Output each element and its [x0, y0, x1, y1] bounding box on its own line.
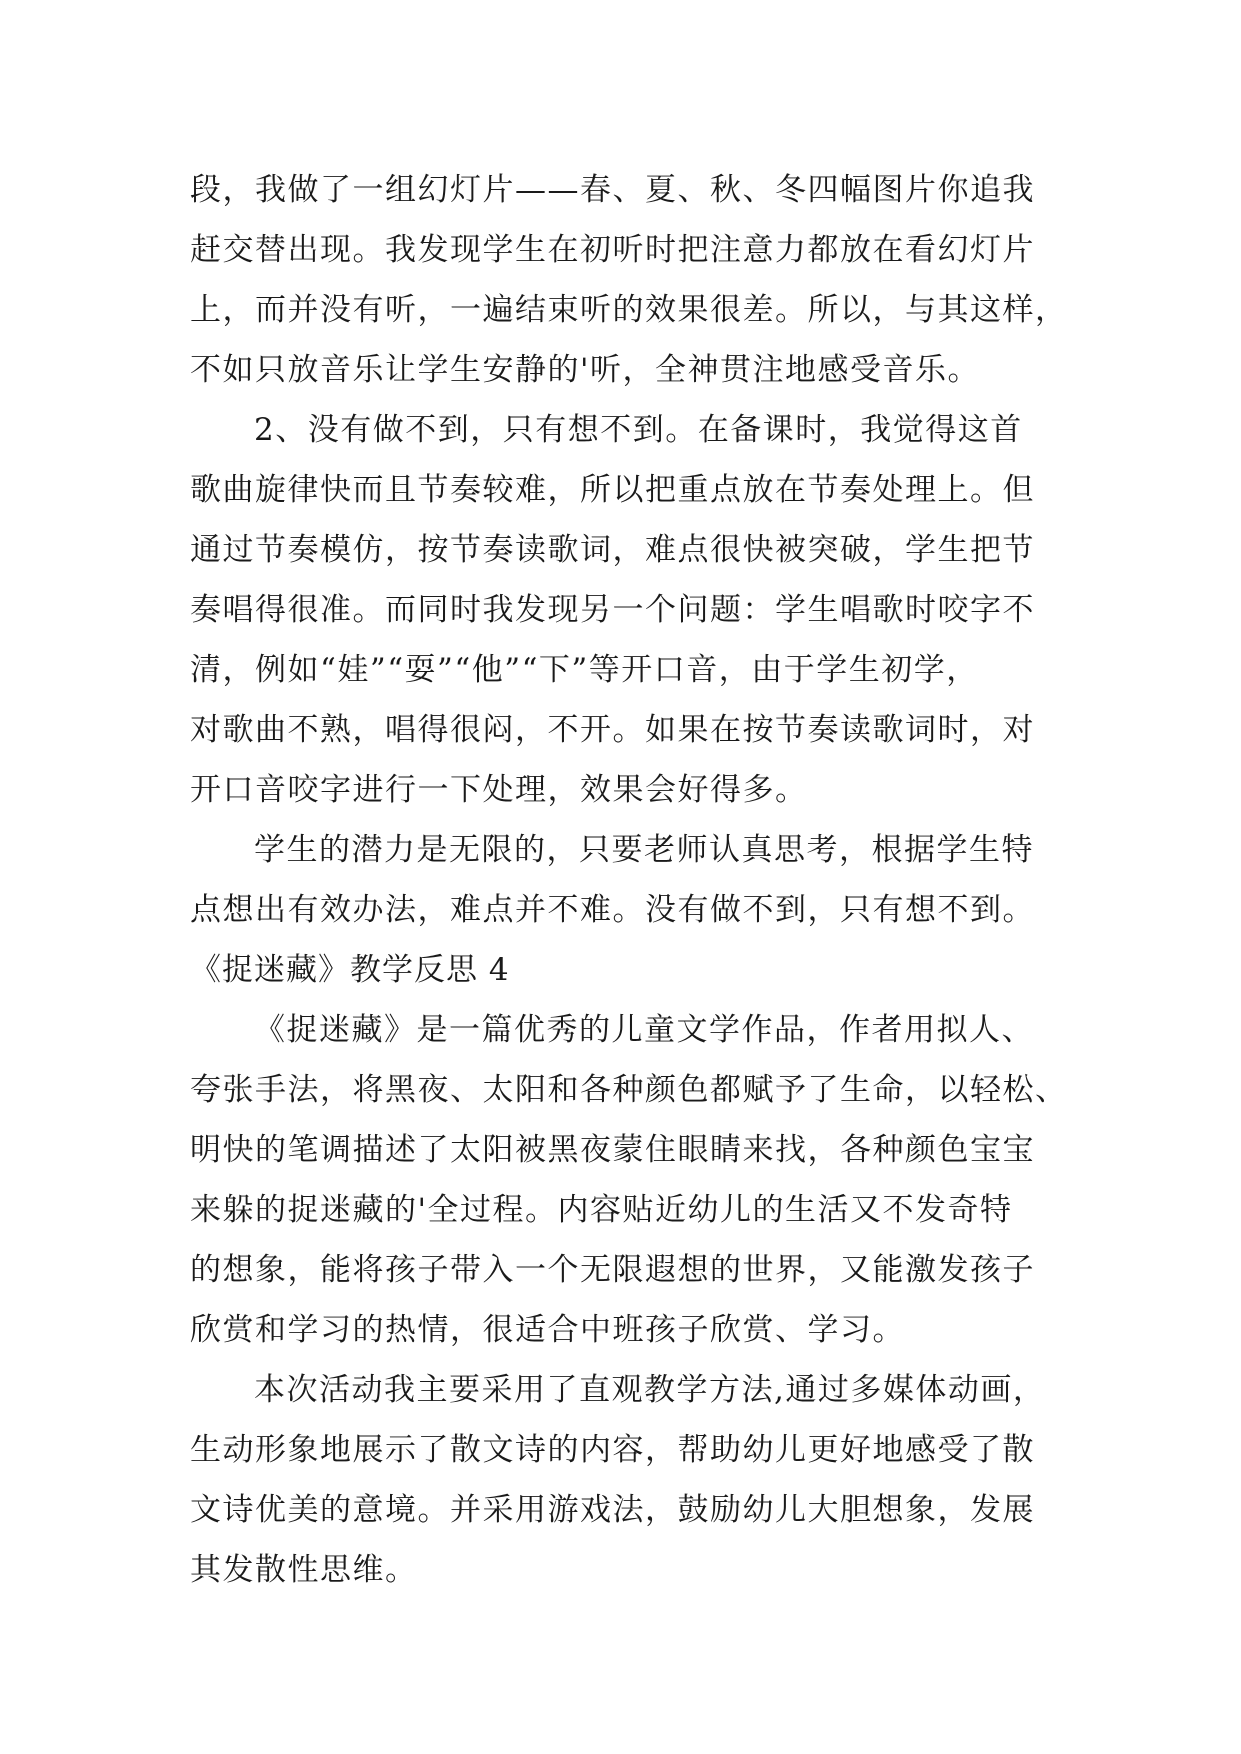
text-line: 生动形象地展示了散文诗的内容，帮助幼儿更好地感受了散 — [190, 1432, 1035, 1468]
text-line: 的想象，能将孩子带入一个无限遐想的世界，又能激发孩子 — [190, 1252, 1035, 1288]
text-line: 明快的笔调描述了太阳被黑夜蒙住眼睛来找，各种颜色宝宝 — [190, 1132, 1035, 1168]
text-line: 点想出有效办法，难点并不难。没有做不到，只有想不到。 — [190, 892, 1035, 928]
text-line: 不如只放音乐让学生安静的'听，全神贯注地感受音乐。 — [190, 352, 981, 388]
text-line: 奏唱得很准。而同时我发现另一个问题：学生唱歌时咬字不 — [190, 592, 1035, 628]
text-line: 来躲的捉迷藏的'全过程。内容贴近幼儿的生活又不发奇特 — [190, 1192, 1013, 1228]
text-line: 对歌曲不熟，唱得很闷，不开。如果在按节奏读歌词时，对 — [190, 712, 1035, 748]
text-line: 本次活动我主要采用了直观教学方法,通过多媒体动画， — [254, 1372, 1046, 1408]
text-line: 歌曲旋律快而且节奏较难，所以把重点放在节奏处理上。但 — [190, 472, 1035, 508]
text-line: 段，我做了一组幻灯片——春、夏、秋、冬四幅图片你追我 — [190, 172, 1035, 208]
text-line: 上，而并没有听，一遍结束听的效果很差。所以，与其这样， — [190, 292, 1068, 328]
text-line: 夸张手法，将黑夜、太阳和各种颜色都赋予了生命，以轻松、 — [190, 1072, 1068, 1108]
text-line: 《捉迷藏》是一篇优秀的儿童文学作品，作者用拟人、 — [254, 1012, 1034, 1048]
text-line: 文诗优美的意境。并采用游戏法，鼓励幼儿大胆想象，发展 — [190, 1492, 1035, 1528]
text-line: 其发散性思维。 — [190, 1552, 418, 1588]
text-line: 通过节奏模仿，按节奏读歌词，难点很快被突破，学生把节 — [190, 532, 1035, 568]
text-line: 开口音咬字进行一下处理，效果会好得多。 — [190, 772, 808, 808]
text-line: 欣赏和学习的热情，很适合中班孩子欣赏、学习。 — [190, 1312, 905, 1348]
text-line: 清，例如“娃”“耍”“他”“下”等开口音，由于学生初学， — [190, 652, 979, 688]
section-heading: 《捉迷藏》教学反思 4 — [190, 952, 510, 988]
text-line: 学生的潜力是无限的，只要老师认真思考，根据学生特 — [254, 832, 1034, 868]
document-body — [190, 160, 1070, 1600]
text-line: 赶交替出现。我发现学生在初听时把注意力都放在看幻灯片 — [190, 232, 1035, 268]
text-line: 2、没有做不到，只有想不到。在备课时，我觉得这首 — [254, 412, 1023, 448]
